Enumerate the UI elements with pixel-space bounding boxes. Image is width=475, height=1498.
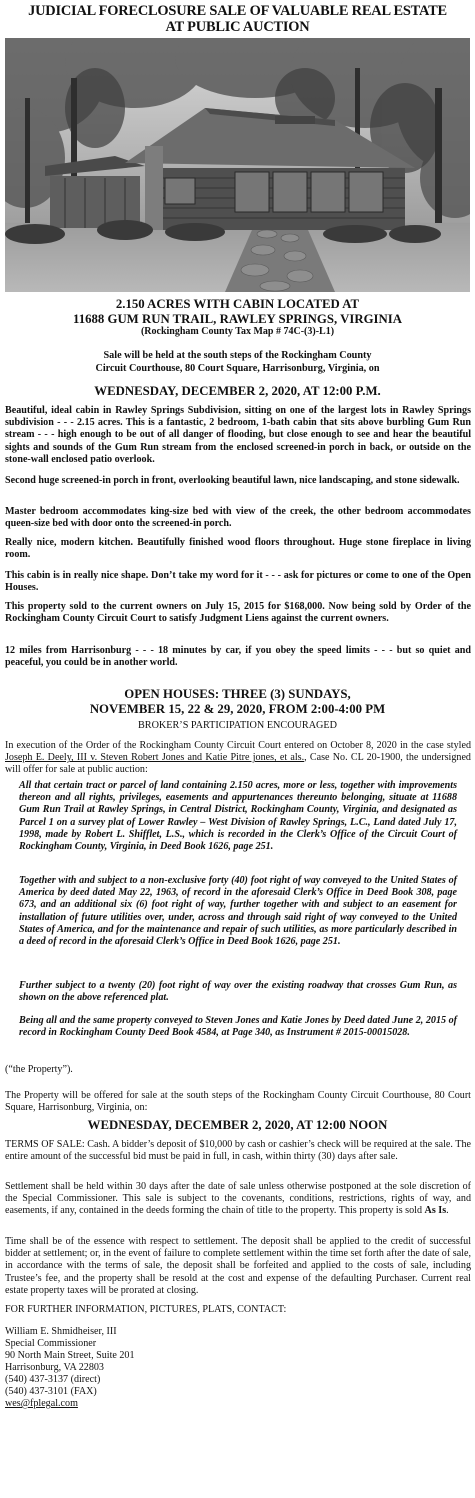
cabin-photo	[5, 38, 470, 292]
legal-description: Being all and the same property conveyed to Steven Jones and Katie Jones by Deed dated June 2, 2015 of record in Rockingham County Deed Book 4584, at Page 340, as Instrument # 2015-00015028.	[19, 1015, 457, 1039]
description-paragraph: Second huge screened-in porch in front, overlooking beautiful lawn, nice landscaping, and stone sidewalk.	[5, 475, 460, 486]
contact-block	[5, 1326, 471, 1410]
property-line-1: 2.150 ACRES WITH CABIN LOCATED AT	[115, 297, 360, 311]
description-paragraph: Beautiful, ideal cabin in Rawley Springs Subdivision, sitting on one of the largest lots in Rawley Springs subdivision - - - 2.15 acres. This is a fantastic, 2 bedroom, 1-bath cabin that sits above burbling Gum Run stream - - - high enough to be out of all danger of flooding, but close enough to see and hear the beautiful sights and sounds of the Gum Run stream from the enclosed screened-in porch in back, or outside on the stone-wall enclosed patio overlook.	[5, 405, 471, 465]
time-essence-paragraph: Time shall be of the essence with respect to settlement. The deposit shall be applied to the credit of successful bidder at settlement; or, in the event of failure to complete settlement within the time set forth after the date of sale, in accordance with the terms of sale, the deposit shall be forfeited and applied to the costs of sale, including Trustee’s fee, and the property shall be resold at the cost and expense of the defaulting Purchaser. Current real estate property taxes will be prorated at closing.	[5, 1236, 471, 1296]
execution-text: In execution of the Order of the Rockingham County Circuit Court entered on October 8, 2020 in the case styled	[5, 740, 471, 751]
legal-description: All that certain tract or parcel of land containing 2.150 acres, more or less, together with improvements thereon and all rights, privileges, easements and appurtenances thereunto belonging, situate at 11688 Gum Run Trail at Rawley Springs, in Central District, Rockingham County, Virginia, and designated as Parcel 1 on a survey plat of Lower Rawley – West Division of Rawley Springs, L.C., Land dated July 17, 1998, made by Robert L. Shifflet, L.S., which is recorded in the Clerk’s Office of the Circuit Court of Rockingham County, Virginia, in Deed Book 1626, page 251.	[19, 780, 457, 853]
contact-phone: (540) 437-3137 (direct)	[5, 1374, 101, 1385]
terms-paragraph: TERMS OF SALE: Cash. A bidder’s deposit of $10,000 by cash or cashier’s check will be required at the sale. The entire amount of the successful bid must be paid in full, in cash, within thirty (30) days after sale.	[5, 1139, 471, 1163]
contact-name: William E. Shmidheiser, III	[5, 1326, 117, 1337]
settlement-text: Settlement shall be held within 30 days after the date of sale unless otherwise postponed at the sole discretion of the Special Commissioner. This sale is subject to the covenants, conditions, restrictions, rights of way, and easements, if any, contained in the deeds forming the chain of title to the property. This property is sold	[5, 1181, 471, 1217]
property-line-2: 11688 GUM RUN TRAIL, RAWLEY SPRINGS, VIRGINIA	[73, 311, 402, 326]
header-line-1: JUDICIAL FORECLOSURE SALE OF VALUABLE REAL ESTATE	[28, 3, 447, 19]
description-paragraph: 12 miles from Harrisonburg - - - 18 minutes by car, if you obey the speed limits - - - but so quiet and peaceful, you could be in another world.	[5, 645, 471, 669]
description-paragraph: This property sold to the current owners on July 15, 2015 for $168,000. Now being sold by Order of the Rockingham County Circuit Court to satisfy Judgment Liens against the current owners.	[5, 601, 471, 625]
header-line-2: AT PUBLIC AUCTION	[165, 19, 310, 35]
sale-date-heading-2: WEDNESDAY, DECEMBER 2, 2020, AT 12:00 NOON	[87, 1118, 388, 1132]
contact-address-2: Harrisonburg, VA 22803	[5, 1362, 104, 1373]
contact-address-1: 90 North Main Street, Suite 201	[5, 1350, 135, 1361]
open-houses	[0, 687, 475, 717]
description-paragraph: This cabin is in really nice shape. Don’t take my word for it - - - ask for pictures or come to one of the Open Houses.	[5, 570, 471, 594]
legal-description: Together with and subject to a non-exclusive forty (40) foot right of way conveyed to the United States of America by deed dated May 22, 1963, of record in the aforesaid Clerk’s Office in Deed Book 308, page 673, and an additional six (6) foot right of way, further together with and subject to an easement for installation of future utilities over, under, across and through said right of way conveyed to the United States of America, and for the maintenance and repair of such utilities, as more particularly described in a deed of record in the aforesaid Clerk’s Office in Deed Book 1626, page 251.	[19, 875, 457, 948]
sale-location	[0, 350, 475, 375]
contact-title: Special Commissioner	[5, 1338, 97, 1349]
offered-paragraph: The Property will be offered for sale at the south steps of the Rockingham County Circuit Courthouse, 80 Court Square, Harrisonburg, Virginia, on:	[5, 1090, 471, 1114]
contact-fax: (540) 437-3101 (FAX)	[5, 1386, 97, 1397]
the-property-label: (“the Property”).	[5, 1064, 73, 1075]
property-heading	[0, 297, 475, 338]
description-paragraph: Really nice, modern kitchen. Beautifully finished wood floors throughout. Huge stone fireplace in living room.	[5, 537, 471, 561]
legal-description: Further subject to a twenty (20) foot right of way over the existing roadway that crosses Gum Run, as shown on the above referenced plat.	[19, 980, 457, 1004]
contact-heading: FOR FURTHER INFORMATION, PICTURES, PLATS, CONTACT:	[5, 1304, 287, 1315]
contact-email-link[interactable]: wes@fplegal.com	[5, 1398, 78, 1409]
execution-paragraph	[5, 740, 471, 777]
open-houses-line-1: OPEN HOUSES: THREE (3) SUNDAYS,	[124, 687, 351, 701]
execution-text-end: , Case No. CL 20-1900, the undersigned will offer for sale at public auction:	[5, 752, 471, 776]
open-houses-line-2: NOVEMBER 15, 22 & 29, 2020, FROM 2:00-4:00 PM	[89, 702, 386, 716]
settlement-paragraph	[5, 1181, 471, 1218]
sale-location-line-2: Circuit Courthouse, 80 Court Square, Harrisonburg, Virginia, on	[95, 362, 380, 374]
sale-location-line-1: Sale will be held at the south steps of the Rockingham County	[103, 350, 372, 361]
settlement-end: .	[446, 1205, 449, 1217]
sale-date-heading: WEDNESDAY, DECEMBER 2, 2020, AT 12:00 P.M.	[94, 384, 381, 398]
case-name: Joseph E. Deely, III v. Steven Robert Jones and Katie Pitre jones, et als.	[5, 752, 305, 764]
description-paragraph: Master bedroom accommodates king-size bed with view of the creek, the other bedroom accommodates queen-size bed with door onto the screened-in porch.	[5, 506, 471, 530]
as-is: As Is	[424, 1205, 447, 1217]
notice-header	[0, 0, 475, 35]
broker-note: BROKER’S PARTICIPATION ENCOURAGED	[137, 720, 337, 731]
tax-map: (Rockingham County Tax Map # 74C-(3)-L1)	[140, 326, 335, 337]
